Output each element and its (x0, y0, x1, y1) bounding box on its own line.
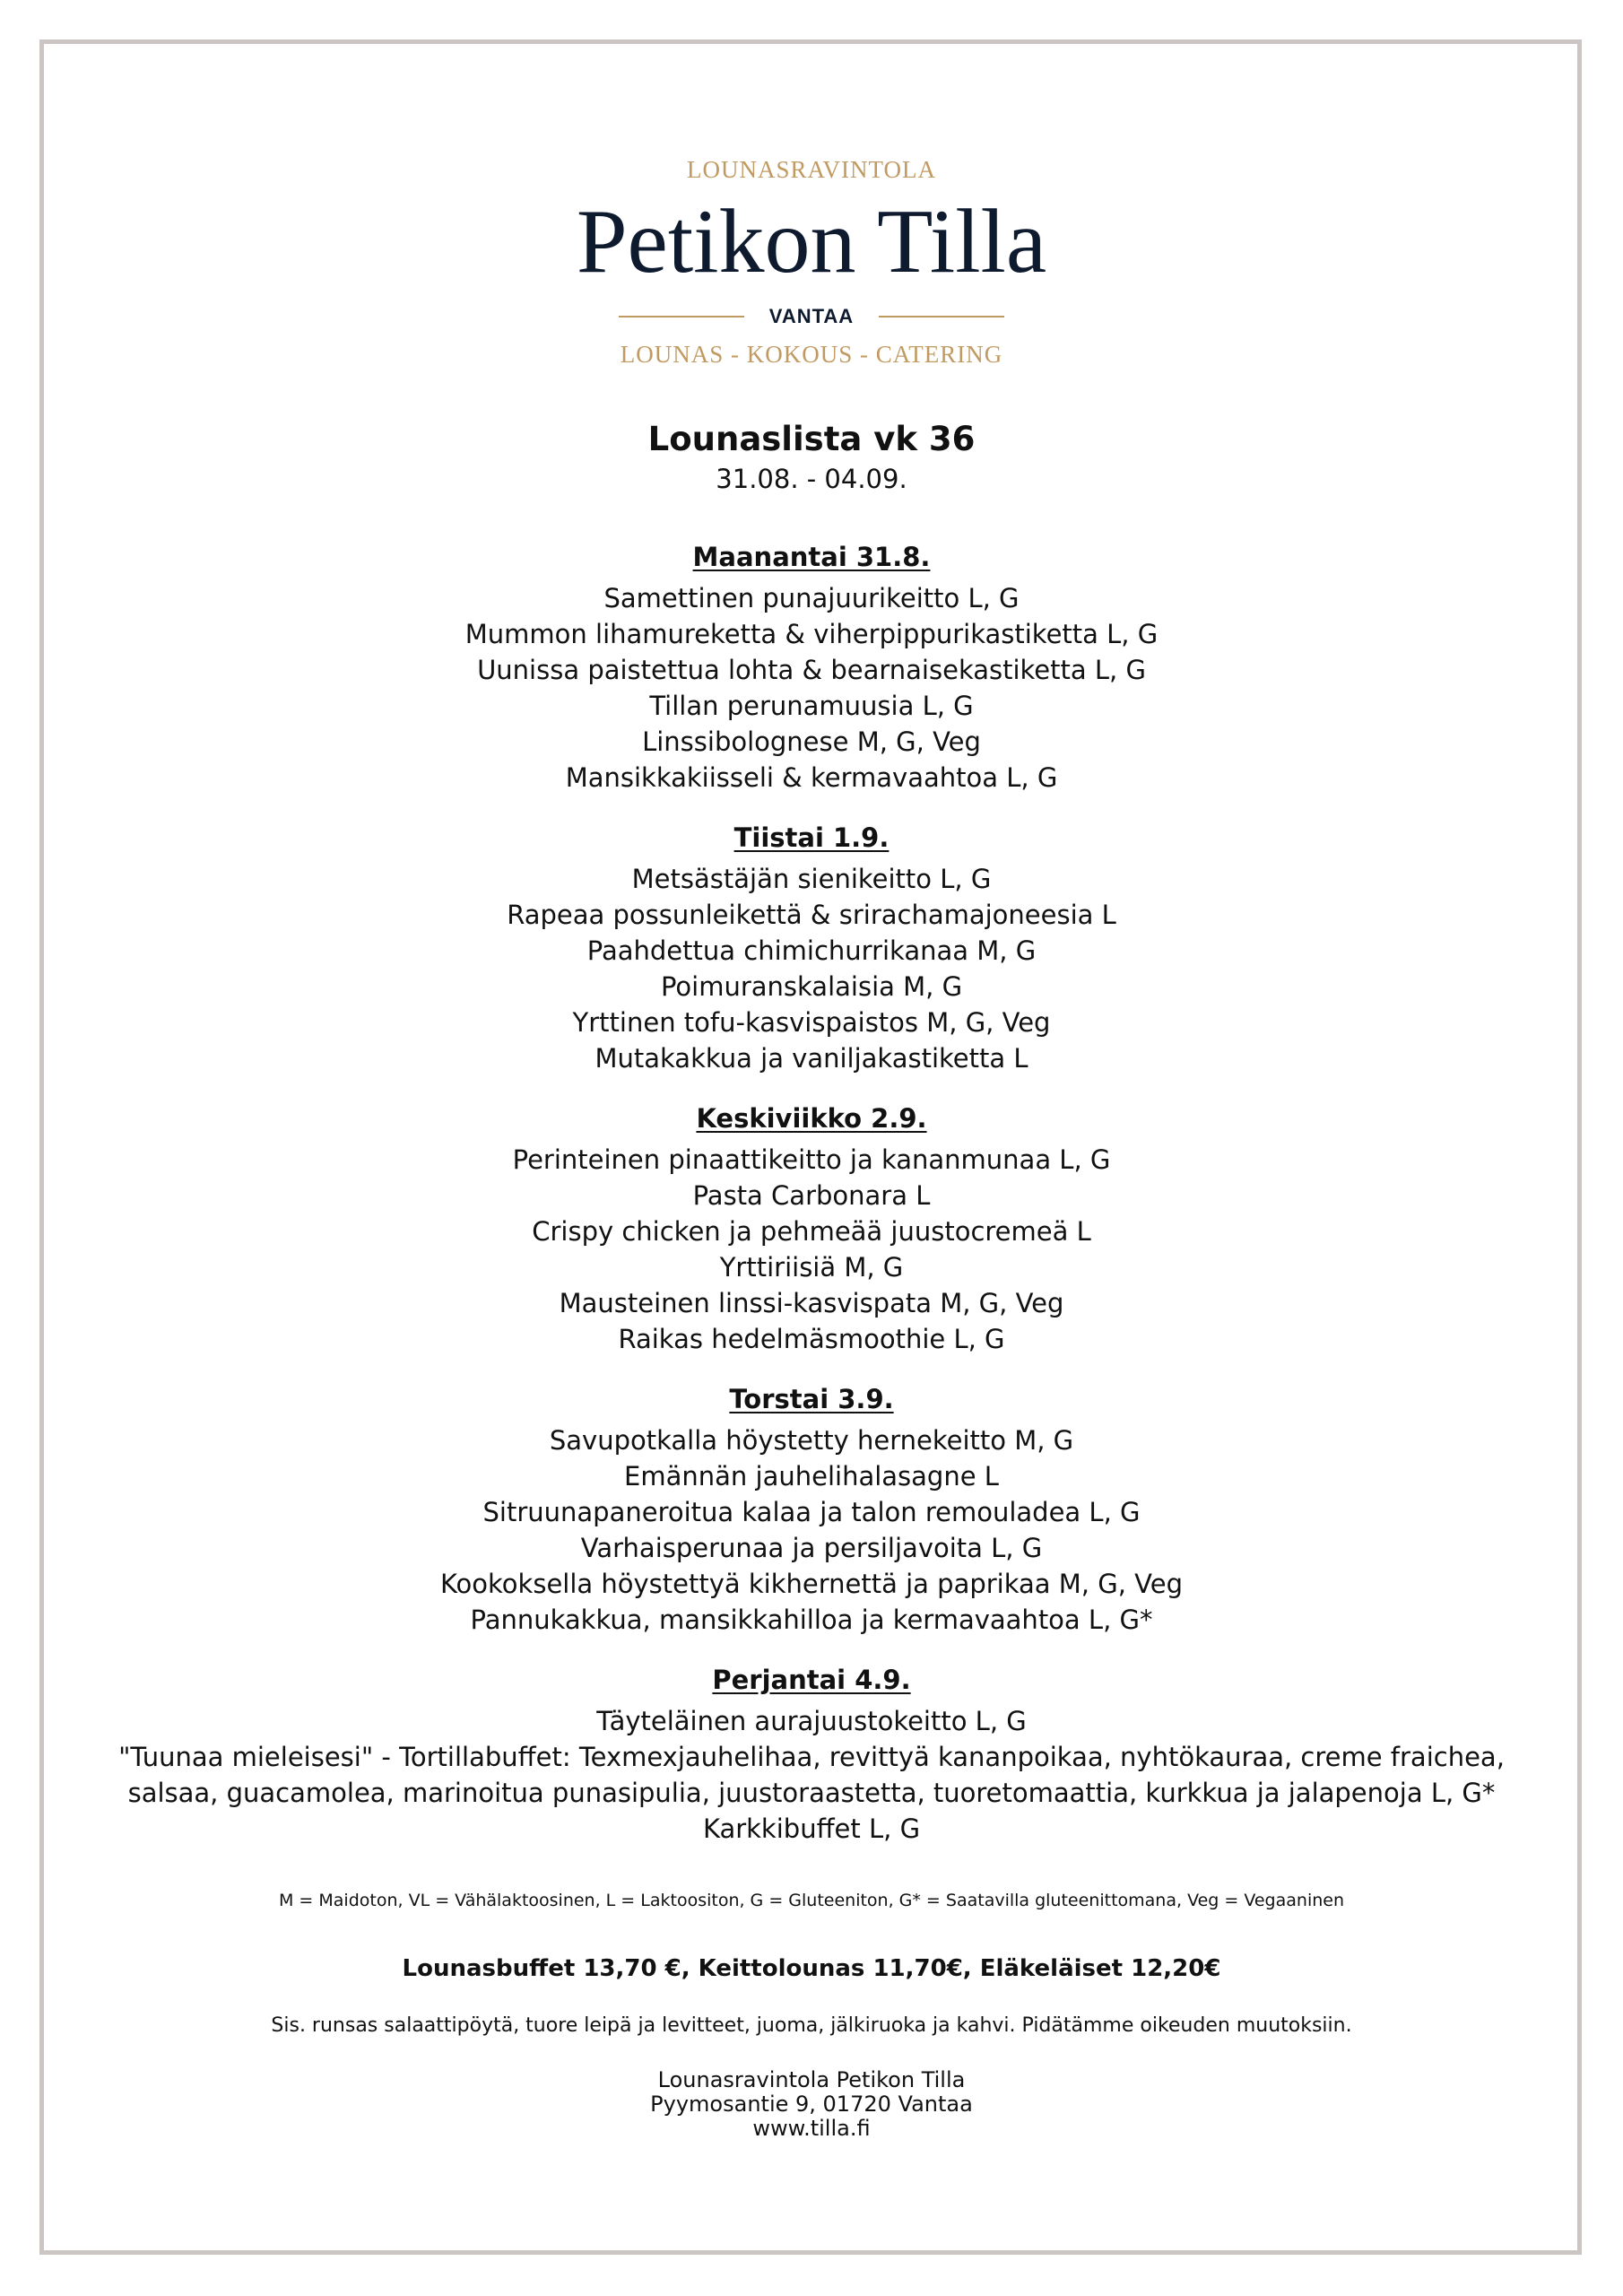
day-monday (54, 539, 1569, 796)
logo-city: VANTAA (768, 305, 855, 327)
footer-restaurant-name: Lounasravintola Petikon Tilla (657, 2067, 966, 2092)
day-friday (54, 1662, 1569, 1847)
dish-list (54, 1142, 1569, 1357)
dish-item: Karkkibuffet L, G (702, 1813, 921, 1844)
dish-item: Uunissa paistettua lohta & bearnaisekastiketta L, G (477, 655, 1146, 685)
dish-list (54, 861, 1569, 1076)
menu-content (54, 417, 1569, 2141)
dish-list (54, 580, 1569, 796)
day-tuesday (54, 820, 1569, 1076)
day-heading: Keskiviikko 2.9. (696, 1103, 927, 1134)
diet-legend: M = Maidoton, VL = Vähälaktoosinen, L = Laktoositon, G = Gluteeniton, G* = Saatavilla gluteenittomana, Veg = Vegaaninen (279, 1891, 1344, 1910)
dish-list (54, 1703, 1569, 1847)
logo-kicker: LOUNASRAVINTOLA (686, 156, 936, 183)
dish-item: Perinteinen pinaattikeitto ja kananmunaa L, G (512, 1144, 1111, 1175)
dish-item: Mummon lihamureketta & viherpippurikastiketta L, G (464, 619, 1159, 649)
dish-item: Crispy chicken ja pehmeää juustocremeä L (532, 1216, 1091, 1247)
dish-item: Pasta Carbonara L (692, 1180, 931, 1211)
dish-item: salsaa, guacamolea, marinoitua punasipulia, juustoraastetta, tuoretomaattia, kurkkua ja jalapenoja L, G* (127, 1778, 1496, 1808)
dish-item: Täyteläinen aurajuustokeitto L, G (596, 1706, 1027, 1736)
price-list: Lounasbuffet 13,70 €, Keittolounas 11,70€, Eläkeläiset 12,20€ (402, 1955, 1221, 1982)
dish-item: Mausteinen linssi-kasvispata M, G, Veg (559, 1288, 1064, 1318)
weekday-menus (54, 539, 1569, 1847)
logo-divider-left (619, 316, 744, 317)
day-heading: Torstai 3.9. (729, 1384, 894, 1414)
day-heading: Perjantai 4.9. (712, 1665, 911, 1695)
dish-item: Paahdettua chimichurrikanaa M, G (586, 935, 1037, 966)
dish-item: Poimuranskalaisia M, G (660, 971, 963, 1002)
dish-item: Pannukakkua, mansikkahilloa ja kermavaahtoa L, G* (470, 1605, 1153, 1635)
dish-item: Emännän jauhelihalasagne L (624, 1461, 999, 1492)
dish-item: Yrttiriisiä M, G (719, 1252, 904, 1283)
dish-item: Tillan perunamuusia L, G (649, 691, 974, 721)
dish-item: Mutakakkua ja vaniljakastiketta L (595, 1043, 1028, 1074)
footer-website-link[interactable]: www.tilla.fi (752, 2116, 871, 2141)
logo-city-row (0, 305, 1623, 328)
dish-item: "Tuunaa mieleisesi" - Tortillabuffet: Texmexjauhelihaa, revittyä kananpoikaa, nyhtökauraa, creme fraichea, (118, 1742, 1505, 1772)
dish-item: Raikas hedelmäsmoothie L, G (618, 1324, 1005, 1354)
day-thursday (54, 1381, 1569, 1638)
day-wednesday (54, 1100, 1569, 1357)
dish-item: Sitruunapaneroitua kalaa ja talon remouladea L, G (482, 1497, 1141, 1527)
logo-name: Petikon Tilla (576, 191, 1047, 292)
contact-footer (54, 2068, 1569, 2141)
dish-item: Yrttinen tofu-kasvispaistos M, G, Veg (572, 1007, 1051, 1038)
dish-item: Linssibolognese M, G, Veg (642, 726, 981, 757)
dish-item: Rapeaa possunleikettä & srirachamajoneesia L (507, 900, 1116, 930)
menu-title: Lounaslista vk 36 (647, 420, 976, 458)
dish-item: Kookoksella höystettyä kikhernettä ja paprikaa M, G, Veg (439, 1569, 1183, 1599)
includes-note: Sis. runsas salaattipöytä, tuore leipä ja levitteet, juoma, jälkiruoka ja kahvi. Pidätämme oikeuden muutoksiin. (271, 2014, 1352, 2037)
dish-list (54, 1422, 1569, 1638)
dish-item: Varhaisperunaa ja persiljavoita L, G (580, 1533, 1043, 1563)
dish-item: Savupotkalla höystetty hernekeitto M, G (549, 1425, 1074, 1456)
dish-item: Metsästäjän sienikeitto L, G (631, 864, 992, 894)
day-heading: Tiistai 1.9. (733, 822, 890, 853)
logo-tagline: LOUNAS - KOKOUS - CATERING (620, 341, 1003, 368)
dish-item: Mansikkakiisseli & kermavaahtoa L, G (565, 762, 1058, 793)
restaurant-logo (0, 154, 1623, 369)
logo-divider-right (879, 316, 1004, 317)
footer-address: Pyymosantie 9, 01720 Vantaa (650, 2092, 973, 2117)
menu-date-range: 31.08. - 04.09. (716, 464, 907, 494)
day-heading: Maanantai 31.8. (692, 542, 931, 572)
dish-item: Samettinen punajuurikeitto L, G (603, 583, 1020, 613)
